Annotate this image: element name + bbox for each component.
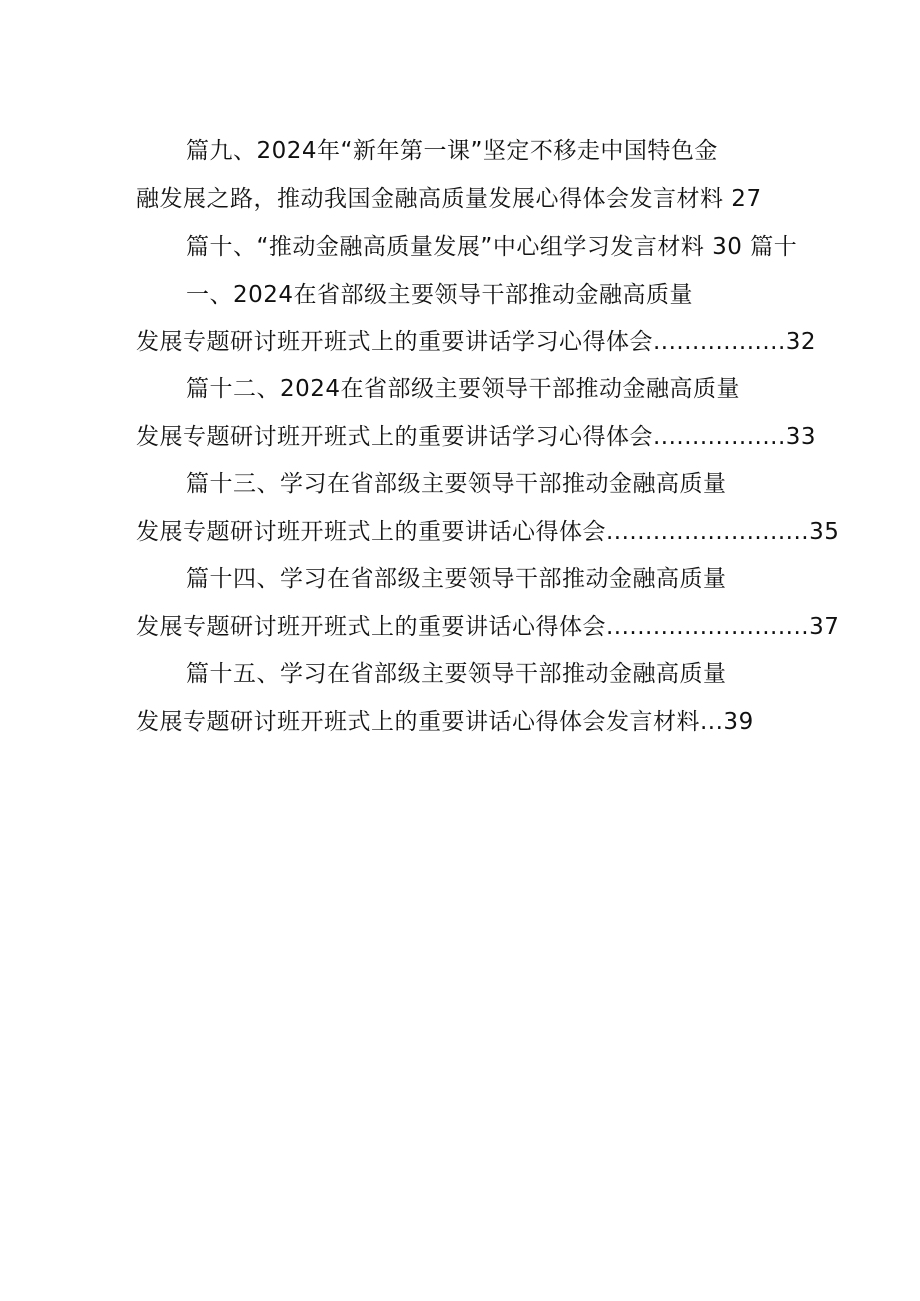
toc-line-11: 发展专题研讨班开班式上的重要讲话心得体会..........................37 [136,614,840,640]
toc-line-10: 篇十四、学习在省部级主要领导干部推动金融高质量 [186,566,727,592]
toc-line-5: 发展专题研讨班开班式上的重要讲话学习心得体会.................32 [136,329,817,355]
toc-line-13: 发展专题研讨班开班式上的重要讲话心得体会发言材料...39 [136,709,754,735]
toc-line-8: 篇十三、学习在省部级主要领导干部推动金融高质量 [186,471,727,497]
toc-line-6: 篇十二、2024在省部级主要领导干部推动金融高质量 [186,376,741,402]
toc-line-1: 篇九、2024年“新年第一课”坚定不移走中国特色金 [186,138,718,164]
toc-line-3: 篇十、“推动金融高质量发展”中心组学习发言材料 30 篇十 [186,234,798,260]
toc-line-12: 篇十五、学习在省部级主要领导干部推动金融高质量 [186,661,727,687]
toc-line-7: 发展专题研讨班开班式上的重要讲话学习心得体会.................33 [136,424,817,450]
toc-line-4: 一、2024在省部级主要领导干部推动金融高质量 [186,282,694,308]
toc-line-2: 融发展之路，推动我国金融高质量发展心得体会发言材料 27 [136,186,762,212]
toc-line-9: 发展专题研讨班开班式上的重要讲话心得体会..........................35 [136,519,840,545]
